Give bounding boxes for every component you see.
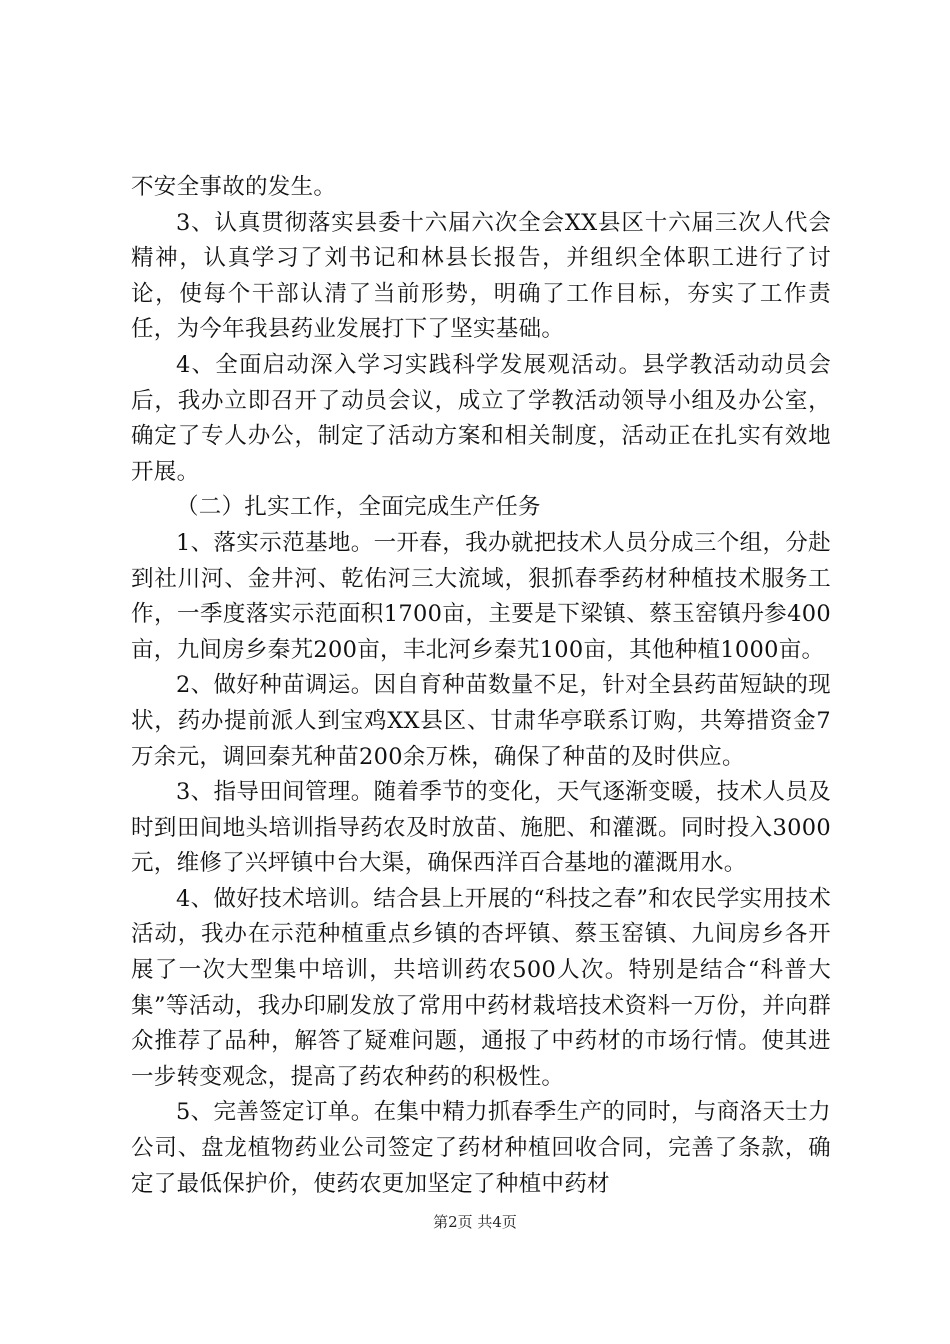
paragraph-item-4-technical-training: 4、做好技术培训。结合县上开展的“科技之春”和农民学实用技术活动，我办在示范种植重点乡镇的杏坪镇、蔡玉窑镇、九间房乡各开展了一次大型集中培训，共培训药农500人次。特别是结合“科普大集”等活动，我办印刷发放了常用中药材栽培技术资料一万份，并向群众推荐了品种，解答了疑难问题，通报了中药材的市场行情。使其进一步转变观念，提高了药农种药的积极性。 [131,885,831,1090]
paragraph-item-4-study-activity: 4、全面启动深入学习实践科学发展观活动。县学教活动动员会后，我办立即召开了动员会议，成立了学教活动领导小组及办公室，确定了专人办公，制定了活动方案和相关制度，活动正在扎实有效地开展。 [131,351,831,485]
paragraph-item-1-demo-base: 1、落实示范基地。一开春，我办就把技术人员分成三个组，分赴到社川河、金井河、乾佑河三大流域，狠抓春季药材种植技术服务工作，一季度落实示范面积1700亩，主要是下梁镇、蔡玉窑镇丹参400亩，九间房乡秦艽200亩，丰北河乡秦艽100亩，其他种植1000亩。 [131,529,831,663]
page-footer [0,1212,950,1232]
document-body [131,170,831,1202]
section-heading-production-tasks: （二）扎实工作，全面完成生产任务 [176,494,541,521]
paragraph-continuation: 不安全事故的发生。 [131,174,337,200]
paragraph-item-3-field-management: 3、指导田间管理。随着季节的变化，天气逐渐变暖，技术人员及时到田间地头培训指导药农及时放苗、施肥、和灌溉。同时投入3000元，维修了兴坪镇中台大渠，确保西洋百合基地的灌溉用水。 [131,779,831,877]
paragraph-item-3-party-meeting: 3、认真贯彻落实县委十六届六次全会XX县区十六届三次人代会精神，认真学习了刘书记和林县长报告，并组织全体职工进行了讨论，使每个干部认清了当前形势，明确了工作目标，夯实了工作责任，为今年我县药业发展打下了坚实基础。 [131,209,831,343]
paragraph-item-2-seedling-transport: 2、做好种苗调运。因自育种苗数量不足，针对全县药苗短缺的现状，药办提前派人到宝鸡XX县区、甘肃华亭联系订购，共筹措资金7万余元，调回秦艽种苗200余万株，确保了种苗的及时供应。 [131,672,831,770]
paragraph-item-5-order-contracts: 5、完善签定订单。在集中精力抓春季生产的同时，与商洛天士力公司、盘龙植物药业公司签定了药材种植回收合同，完善了条款，确定了最低保护价，使药农更加坚定了种植中药材 [131,1099,831,1197]
page-number-label: 第2页 共4页 [433,1213,517,1231]
